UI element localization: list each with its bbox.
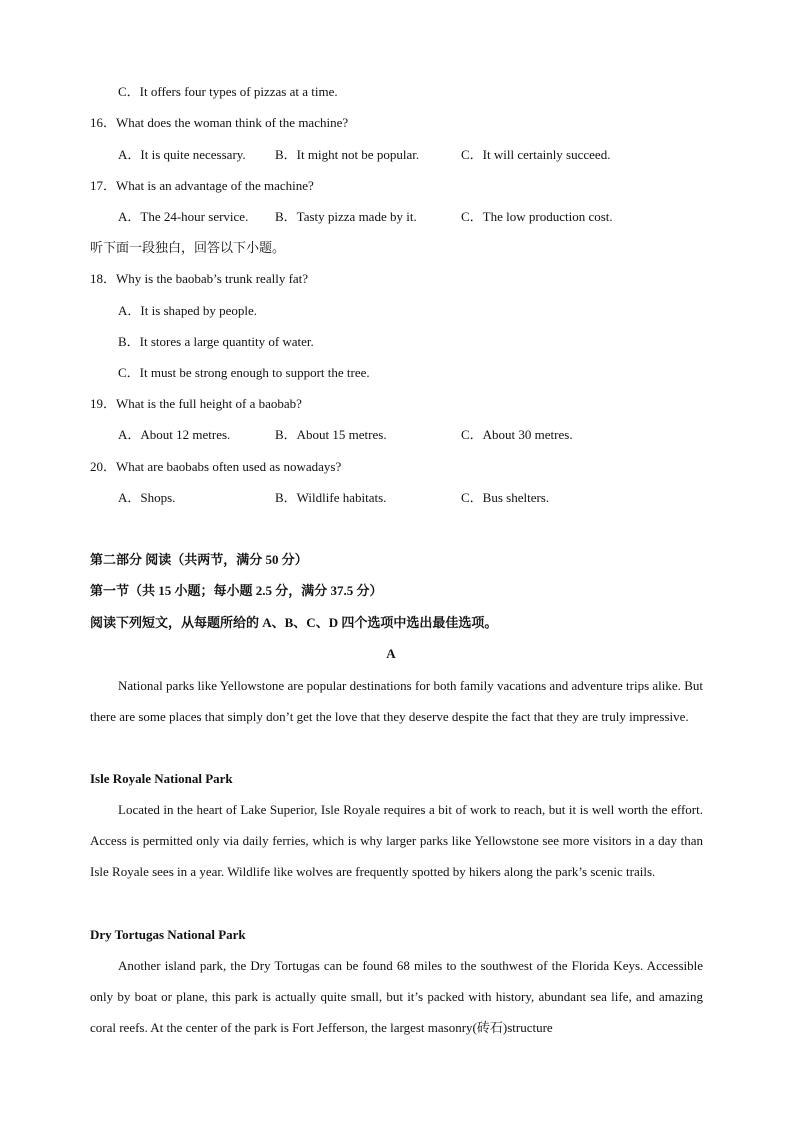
q16-option-c: C．It will certainly succeed. — [461, 147, 611, 162]
part2-title: 第二部分 阅读（共两节，满分 50 分） — [90, 552, 308, 567]
paragraph-dry-tortugas-text: Another island park, the Dry Tortugas can be found 68 miles to the southwest of the Florida Keys. Accessible only by boat or plane, this park is actually quite small, but it’s packed with history, abundant sea life, and amazing coral reefs. At the center of the park is Fort Jefferson, the largest masonry(砖石)structure — [90, 958, 703, 1035]
q17-stem: 17．What is an advantage of the machine? — [90, 178, 314, 193]
q17-option-a: A．The 24-hour service. — [118, 209, 249, 224]
q15-option-c: C．It offers four types of pizzas at a time. — [118, 84, 338, 99]
q16-stem: 16．What does the woman think of the machine? — [90, 115, 349, 130]
q19-stem: 19．What is the full height of a baobab? — [90, 396, 302, 411]
q20-option-b: B．Wildlife habitats. — [275, 490, 387, 505]
section1-title: 第一节（共 15 小题；每小题 2.5 分，满分 37.5 分） — [90, 583, 383, 598]
q18-option-c: C．It must be strong enough to support the tree. — [118, 365, 370, 380]
heading-dry-tortugas: Dry Tortugas National Park — [90, 927, 246, 942]
passage-intro-text: National parks like Yellowstone are popular destinations for both family vacations and adventure trips alike. But there are some places that simply don’t get the love that they deserve despite the fact that they are truly impressive. — [90, 678, 703, 724]
monologue-instruction: 听下面一段独白，回答以下小题。 — [90, 240, 286, 255]
q20-option-a: A．Shops. — [118, 490, 176, 505]
q18-option-a: A．It is shaped by people. — [118, 303, 258, 318]
passage-label: A — [386, 646, 396, 661]
paragraph-dry-tortugas — [90, 950, 703, 1043]
q17-option-b: B．Tasty pizza made by it. — [275, 209, 417, 224]
q18-stem: 18．Why is the baobab’s trunk really fat? — [90, 271, 309, 286]
q20-option-c: C．Bus shelters. — [461, 490, 550, 505]
q19-option-b: B．About 15 metres. — [275, 427, 387, 442]
q17-option-c: C．The low production cost. — [461, 209, 613, 224]
q16-option-a: A．It is quite necessary. — [118, 147, 246, 162]
q16-option-b: B．It might not be popular. — [275, 147, 420, 162]
heading-isle-royale: Isle Royale National Park — [90, 771, 233, 786]
paragraph-isle-royale — [90, 794, 703, 887]
passage-intro — [90, 670, 703, 732]
q19-option-a: A．About 12 metres. — [118, 427, 231, 442]
q18-option-b: B．It stores a large quantity of water. — [118, 334, 314, 349]
reading-instruction: 阅读下列短文，从每题所给的 A、B、C、D 四个选项中选出最佳选项。 — [90, 615, 498, 630]
paragraph-isle-royale-text: Located in the heart of Lake Superior, Isle Royale requires a bit of work to reach, but it is well worth the effort. Access is permitted only via daily ferries, which is why larger parks like Yellowstone see more visitors in a day than Isle Royale sees in a year. Wildlife like wolves are frequently spotted by hikers along the park’s scenic trails. — [90, 802, 703, 879]
q20-stem: 20．What are baobabs often used as nowadays? — [90, 459, 342, 474]
q19-option-c: C．About 30 metres. — [461, 427, 573, 442]
